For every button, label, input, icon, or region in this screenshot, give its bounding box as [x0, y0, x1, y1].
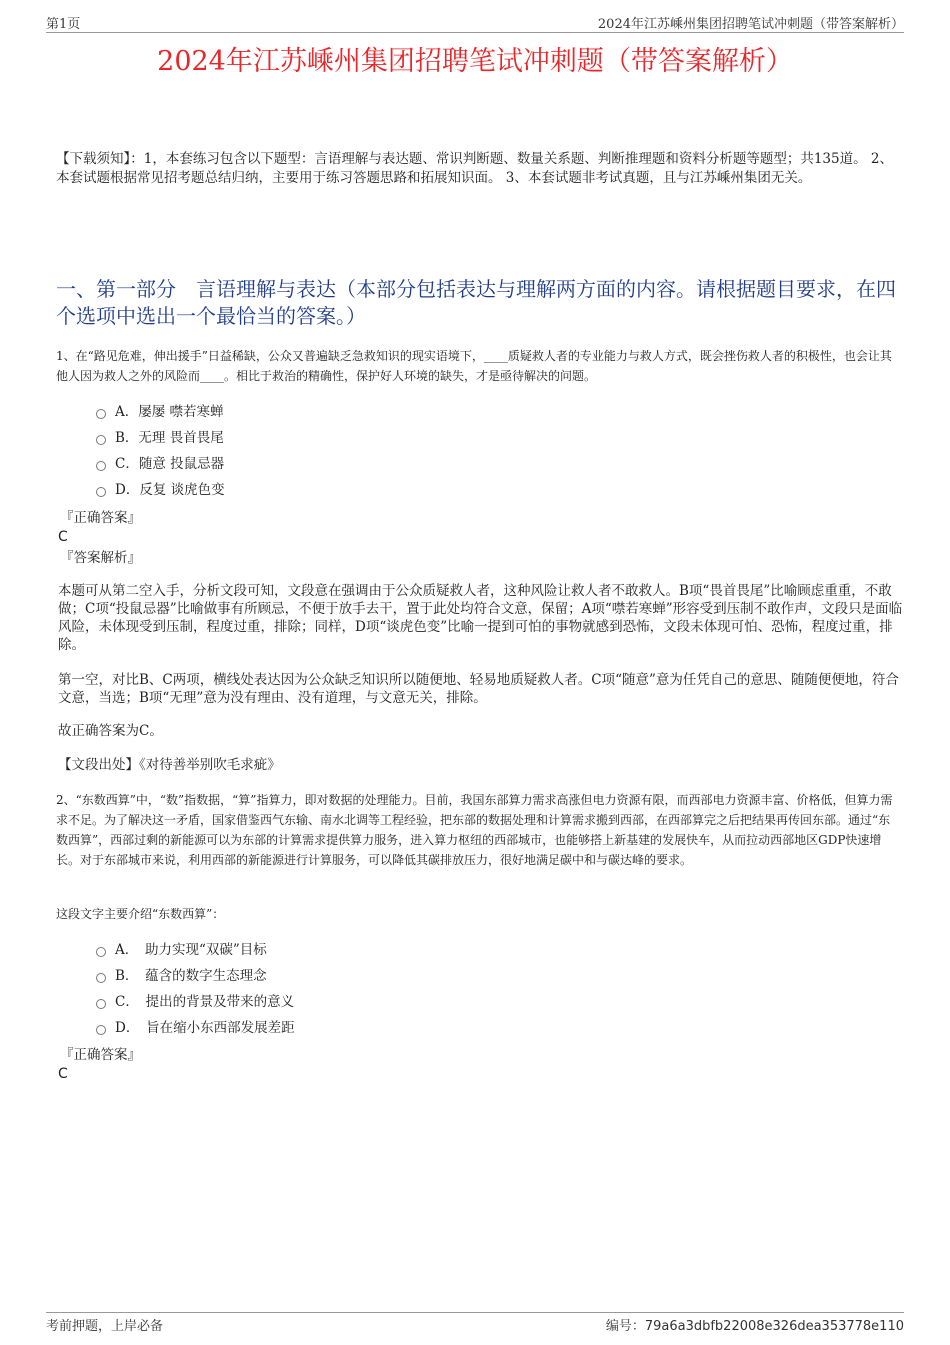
page-title: 2024年江苏嵊州集团招聘笔试冲刺题（带答案解析）	[157, 46, 793, 77]
q2-option-d[interactable]	[96, 1018, 295, 1038]
q1-analysis-label: 『答案解析』	[60, 550, 141, 566]
footer-code-value: 79a6a3dbfb22008e326dea353778e110	[644, 1319, 904, 1334]
footer-code-label: 编号：	[605, 1319, 645, 1334]
q1-option-a[interactable]	[96, 402, 224, 422]
q2-option-c[interactable]	[96, 992, 294, 1012]
q1-answer: C	[58, 529, 68, 545]
q1-option-b[interactable]	[96, 428, 224, 448]
q1-option-d[interactable]	[96, 480, 225, 500]
question-1-stem: 1、在“路见危难，伸出援手”日益稀缺，公众又普遍缺乏急救知识的现实语境下，____质疑救人者的专业能力与救人方式，既会挫伤救人者的积极性，也会让其他人因为救人之外的风险而____。相比于救治的精确性，保护好人环境的缺失，才是亟待解决的问题。	[56, 349, 892, 383]
q1-option-c[interactable]	[96, 454, 224, 474]
option-label: A． 助力实现“双碳”目标	[115, 942, 267, 958]
q1-analysis-paragraph-2: 第一空，对比B、C两项，横线处表达因为公众缺乏知识所以随便地、轻易地质疑救人者。C项“随意”意为任凭自己的意思、随随便便地，符合文意，当选；B项“无理”意为没有理由、没有道理，与文意无关，排除。	[58, 672, 899, 706]
section-heading: 一、第一部分 言语理解与表达（本部分包括表达与理解两方面的内容。请根据题目要求，在四个选项中选出一个最恰当的答案。）	[56, 277, 896, 328]
option-label: D． 旨在缩小东西部发展差距	[115, 1020, 295, 1036]
option-label: A．屡屡 噤若寒蝉	[115, 404, 224, 420]
q2-answer-label: 『正确答案』	[60, 1047, 141, 1063]
radio-icon[interactable]	[96, 973, 106, 983]
option-label: D．反复 谈虎色变	[115, 482, 225, 498]
radio-icon[interactable]	[96, 1025, 106, 1035]
q2-option-b[interactable]	[96, 966, 267, 986]
option-label: B．无理 畏首畏尾	[115, 430, 224, 446]
footer-code	[606, 1315, 904, 1334]
footer-divider	[46, 1312, 904, 1313]
option-label: B． 蕴含的数字生态理念	[115, 968, 267, 984]
question-2-prompt: 这段文字主要介绍“东数西算”：	[56, 907, 225, 921]
radio-icon[interactable]	[96, 487, 106, 497]
page-number: 第1页	[46, 17, 81, 32]
q1-answer-label: 『正确答案』	[60, 510, 141, 526]
question-2-stem: 2、“东数西算”中，“数”指数据，“算”指算力，即对数据的处理能力。目前，我国东部算力需求高涨但电力资源有限，而西部电力资源丰富、价格低，但算力需求不足。为了解决这一矛盾，国家借鉴西气东输、南水北调等工程经验，把东部的数据处理和计算需求搬到西部，在西部算完之后把结果再传回东部。通过“东数西算”，西部过剩的新能源可以为东部的计算需求提供算力服务，进入算力枢纽的西部城市，也能够搭上新基建的发展快车，从而拉动西部地区GDP快速增长。对于东部城市来说，利用西部的新能源进行计算服务，可以降低其碳排放压力，很好地满足碳中和与碳达峰的要求。	[56, 793, 893, 867]
q1-analysis-paragraph-3: 故正确答案为C。	[58, 723, 163, 739]
q2-option-a[interactable]	[96, 940, 267, 960]
radio-icon[interactable]	[96, 409, 106, 419]
q1-source: 【文段出处】《对待善举别吹毛求疵》	[58, 757, 281, 773]
radio-icon[interactable]	[96, 999, 106, 1009]
radio-icon[interactable]	[96, 947, 106, 957]
option-label: C．随意 投鼠忌器	[115, 456, 225, 472]
radio-icon[interactable]	[96, 435, 106, 445]
radio-icon[interactable]	[96, 461, 106, 471]
download-notice: 【下载须知】：1，本套练习包含以下题型：言语理解与表达题、常识判断题、数量关系题、判断推理题和资料分析题等题型；共135道。 2、本套试题根据常见招考题总结归纳，主要用于练习答题思路和拓展知识面。 3、本套试题非考试真题，且与江苏嵊州集团无关。	[56, 151, 893, 186]
q2-answer: C	[58, 1066, 68, 1082]
header-doc-title: 2024年江苏嵊州集团招聘笔试冲刺题（带答案解析）	[597, 17, 904, 32]
q1-analysis-paragraph-1: 本题可从第二空入手，分析文段可知，文段意在强调由于公众质疑救人者，这种风险让救人者不敢救人。B项“畏首畏尾”比喻顾虑重重，不敢做；C项“投鼠忌器”比喻做事有所顾忌，不便于放手去干，置于此处均符合文意，保留；A项“噤若寒蝉”形容受到压制不敢作声，文段只是面临风险，未体现受到压制，程度过重，排除；同样，D项“谈虎色变”比喻一提到可怕的事物就感到恐怖，文段未体现可怕、恐怖，程度过重，排除。	[58, 583, 903, 653]
option-label: C． 提出的背景及带来的意义	[115, 994, 295, 1010]
footer-slogan: 考前押题，上岸必备	[46, 1319, 164, 1334]
header-divider	[46, 32, 904, 33]
